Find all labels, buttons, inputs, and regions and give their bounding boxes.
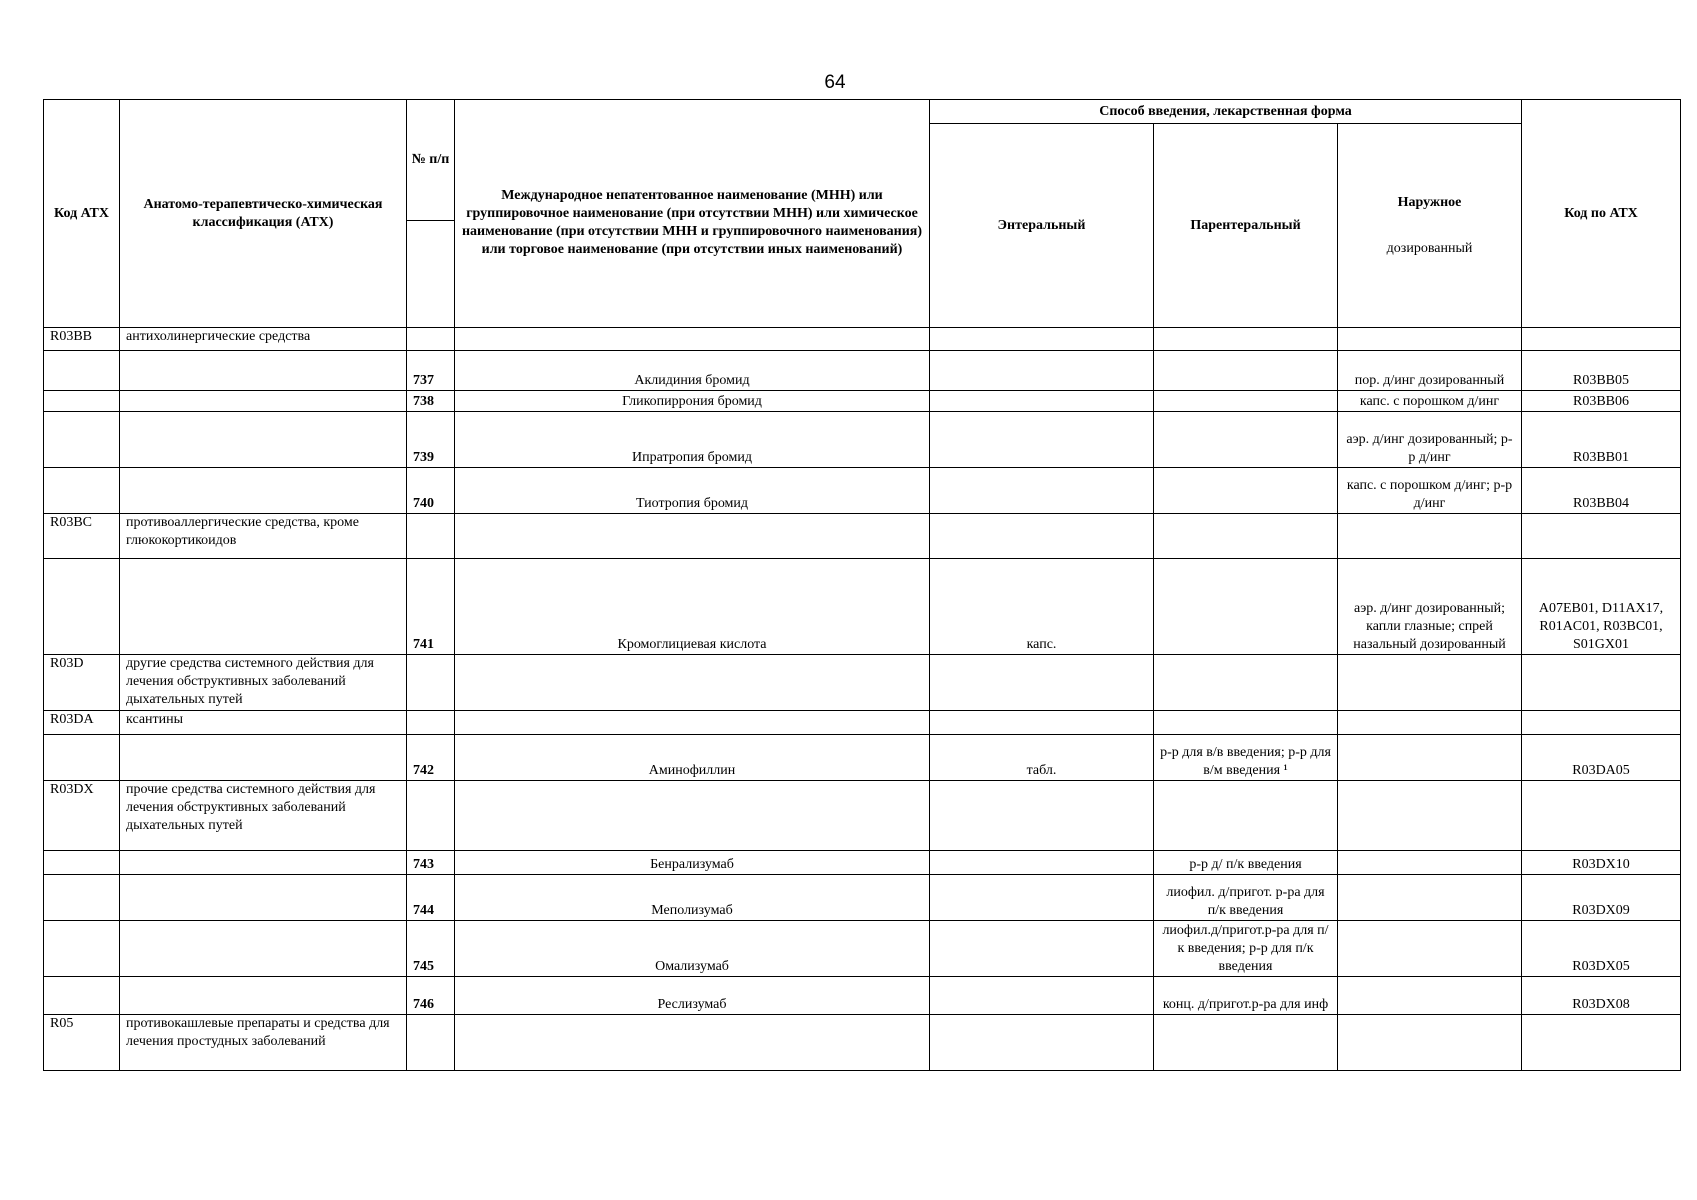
cell-parenteral: лиофил.д/пригот.р-ра для п/к введения; р-р для п/к введения (1154, 921, 1338, 977)
cell-code-atx: R03BB05 (1522, 351, 1681, 391)
cell-code (44, 468, 120, 514)
table-row (44, 781, 1681, 851)
table-row (44, 468, 1681, 514)
cell-enteral (930, 781, 1154, 851)
header-num: № п/п (407, 100, 455, 221)
header-code-by-atx: Код по АТХ (1522, 100, 1681, 328)
cell-code: R03BC (44, 514, 120, 559)
cell-enteral: табл. (930, 735, 1154, 781)
cell-external: аэр. д/инг дозированный; р-р д/инг (1338, 412, 1522, 468)
cell-enteral (930, 514, 1154, 559)
header-enteral: Энтеральный (930, 124, 1154, 328)
cell-parenteral (1154, 1015, 1338, 1071)
cell-name (455, 328, 930, 351)
table-row (44, 977, 1681, 1015)
cell-name (455, 655, 930, 711)
drug-list-table (43, 99, 1681, 1071)
cell-num: 743 (407, 851, 455, 875)
cell-external (1338, 781, 1522, 851)
table-row (44, 391, 1681, 412)
cell-enteral (930, 851, 1154, 875)
cell-num (407, 1015, 455, 1071)
cell-enteral (930, 875, 1154, 921)
cell-classification (120, 977, 407, 1015)
cell-code (44, 921, 120, 977)
cell-external (1338, 655, 1522, 711)
cell-external: капс. с порошком д/инг (1338, 391, 1522, 412)
cell-classification (120, 921, 407, 977)
header-route-group: Способ введения, лекарственная форма (930, 100, 1522, 124)
cell-enteral (930, 1015, 1154, 1071)
table-body (44, 328, 1681, 1071)
table-row (44, 875, 1681, 921)
cell-code-atx: R03BB04 (1522, 468, 1681, 514)
cell-parenteral (1154, 391, 1338, 412)
cell-code-atx: R03DA05 (1522, 735, 1681, 781)
cell-num (407, 781, 455, 851)
header-parenteral: Парентеральный (1154, 124, 1338, 328)
cell-code-atx (1522, 781, 1681, 851)
cell-code-atx: R03DX05 (1522, 921, 1681, 977)
cell-code-atx (1522, 514, 1681, 559)
cell-code-atx (1522, 1015, 1681, 1071)
header-external (1338, 124, 1522, 328)
cell-parenteral (1154, 559, 1338, 655)
cell-code-atx: R03DX09 (1522, 875, 1681, 921)
cell-code (44, 851, 120, 875)
cell-classification (120, 735, 407, 781)
cell-external (1338, 328, 1522, 351)
table-row (44, 412, 1681, 468)
table-row (44, 1015, 1681, 1071)
cell-code-atx (1522, 711, 1681, 735)
cell-parenteral (1154, 412, 1338, 468)
cell-num (407, 655, 455, 711)
cell-name: Меполизумаб (455, 875, 930, 921)
cell-external (1338, 711, 1522, 735)
cell-external (1338, 514, 1522, 559)
cell-external (1338, 851, 1522, 875)
table-row (44, 921, 1681, 977)
header-external-label: Наружное (1397, 194, 1462, 210)
cell-num: 740 (407, 468, 455, 514)
cell-num: 742 (407, 735, 455, 781)
cell-external (1338, 735, 1522, 781)
cell-external: капс. с порошком д/инг; р-р д/инг (1338, 468, 1522, 514)
cell-enteral (930, 468, 1154, 514)
cell-external: аэр. д/инг дозированный; капли глазные; спрей назальный дозированный (1338, 559, 1522, 655)
cell-classification (120, 875, 407, 921)
cell-external (1338, 977, 1522, 1015)
cell-code: R03DA (44, 711, 120, 735)
cell-num: 745 (407, 921, 455, 977)
cell-code-atx: R03DX10 (1522, 851, 1681, 875)
cell-num: 737 (407, 351, 455, 391)
cell-name: Тиотропия бромид (455, 468, 930, 514)
cell-code (44, 391, 120, 412)
cell-enteral (930, 921, 1154, 977)
cell-code-atx: A07EB01, D11AX17, R01AC01, R03BC01, S01GX01 (1522, 559, 1681, 655)
cell-classification: противокашлевые препараты и средства для лечения простудных заболеваний (120, 1015, 407, 1071)
cell-code: R03DX (44, 781, 120, 851)
cell-parenteral: р-р для в/в введения; р-р для в/м введения ¹ (1154, 735, 1338, 781)
cell-parenteral: р-р д/ п/к введения (1154, 851, 1338, 875)
cell-external (1338, 1015, 1522, 1071)
cell-name: Омализумаб (455, 921, 930, 977)
header-name: Международное непатентованное наименование (МНН) или группировочное наименование (при отсутствии МНН) или химическое наименование (при отсутствии МНН и группировочного наименования) или торговое наименование (при отсутствии иных наименований) (455, 100, 930, 328)
cell-name: Гликопиррония бромид (455, 391, 930, 412)
cell-external: пор. д/инг дозированный (1338, 351, 1522, 391)
cell-classification: противоаллергические средства, кроме глюкокортикоидов (120, 514, 407, 559)
cell-classification: антихолинергические средства (120, 328, 407, 351)
cell-enteral (930, 711, 1154, 735)
cell-code (44, 351, 120, 391)
table-row (44, 735, 1681, 781)
cell-classification: прочие средства системного действия для лечения обструктивных заболеваний дыхательных путей (120, 781, 407, 851)
cell-enteral (930, 412, 1154, 468)
header-external-note: дозированный (1386, 240, 1473, 256)
cell-num (407, 514, 455, 559)
cell-num: 746 (407, 977, 455, 1015)
cell-classification (120, 351, 407, 391)
cell-classification (120, 468, 407, 514)
cell-num: 739 (407, 412, 455, 468)
cell-parenteral (1154, 514, 1338, 559)
cell-num: 741 (407, 559, 455, 655)
cell-code: R03BB (44, 328, 120, 351)
cell-parenteral (1154, 711, 1338, 735)
cell-enteral: капс. (930, 559, 1154, 655)
cell-name: Реслизумаб (455, 977, 930, 1015)
cell-classification (120, 851, 407, 875)
cell-external (1338, 875, 1522, 921)
cell-num: 744 (407, 875, 455, 921)
table-row (44, 351, 1681, 391)
cell-classification: другие средства системного действия для лечения обструктивных заболеваний дыхательных путей (120, 655, 407, 711)
cell-name (455, 514, 930, 559)
cell-name: Аминофиллин (455, 735, 930, 781)
table-row (44, 655, 1681, 711)
cell-parenteral (1154, 655, 1338, 711)
cell-parenteral: лиофил. д/пригот. р-ра для п/к введения (1154, 875, 1338, 921)
cell-num (407, 328, 455, 351)
table-row (44, 328, 1681, 351)
cell-parenteral (1154, 468, 1338, 514)
cell-classification (120, 559, 407, 655)
cell-enteral (930, 351, 1154, 391)
cell-name (455, 781, 930, 851)
cell-code-atx (1522, 655, 1681, 711)
header-classification: Анатомо-терапевтическо-химическая классификация (АТХ) (120, 100, 407, 328)
cell-name: Бенрализумаб (455, 851, 930, 875)
cell-name: Аклидиния бромид (455, 351, 930, 391)
cell-code-atx: R03BB01 (1522, 412, 1681, 468)
cell-name (455, 711, 930, 735)
page-number: 64 (824, 72, 846, 93)
cell-code-atx (1522, 328, 1681, 351)
cell-parenteral (1154, 781, 1338, 851)
cell-code-atx: R03DX08 (1522, 977, 1681, 1015)
cell-classification (120, 412, 407, 468)
cell-code (44, 977, 120, 1015)
cell-code (44, 412, 120, 468)
cell-num: 738 (407, 391, 455, 412)
header-num-empty (407, 221, 455, 328)
cell-parenteral: конц. д/пригот.р-ра для инф (1154, 977, 1338, 1015)
cell-enteral (930, 391, 1154, 412)
cell-code (44, 735, 120, 781)
cell-classification: ксантины (120, 711, 407, 735)
header-code-atx: Код АТХ (44, 100, 120, 328)
cell-code (44, 875, 120, 921)
cell-enteral (930, 977, 1154, 1015)
table-row (44, 559, 1681, 655)
cell-parenteral (1154, 351, 1338, 391)
cell-code: R03D (44, 655, 120, 711)
cell-name: Ипратропия бромид (455, 412, 930, 468)
cell-external (1338, 921, 1522, 977)
table-row (44, 514, 1681, 559)
cell-code (44, 559, 120, 655)
cell-code-atx: R03BB06 (1522, 391, 1681, 412)
cell-num (407, 711, 455, 735)
cell-classification (120, 391, 407, 412)
cell-name (455, 1015, 930, 1071)
table-row (44, 851, 1681, 875)
table-row (44, 711, 1681, 735)
cell-enteral (930, 328, 1154, 351)
table-header (44, 100, 1681, 328)
cell-name: Кромоглициевая кислота (455, 559, 930, 655)
cell-parenteral (1154, 328, 1338, 351)
cell-enteral (930, 655, 1154, 711)
cell-code: R05 (44, 1015, 120, 1071)
